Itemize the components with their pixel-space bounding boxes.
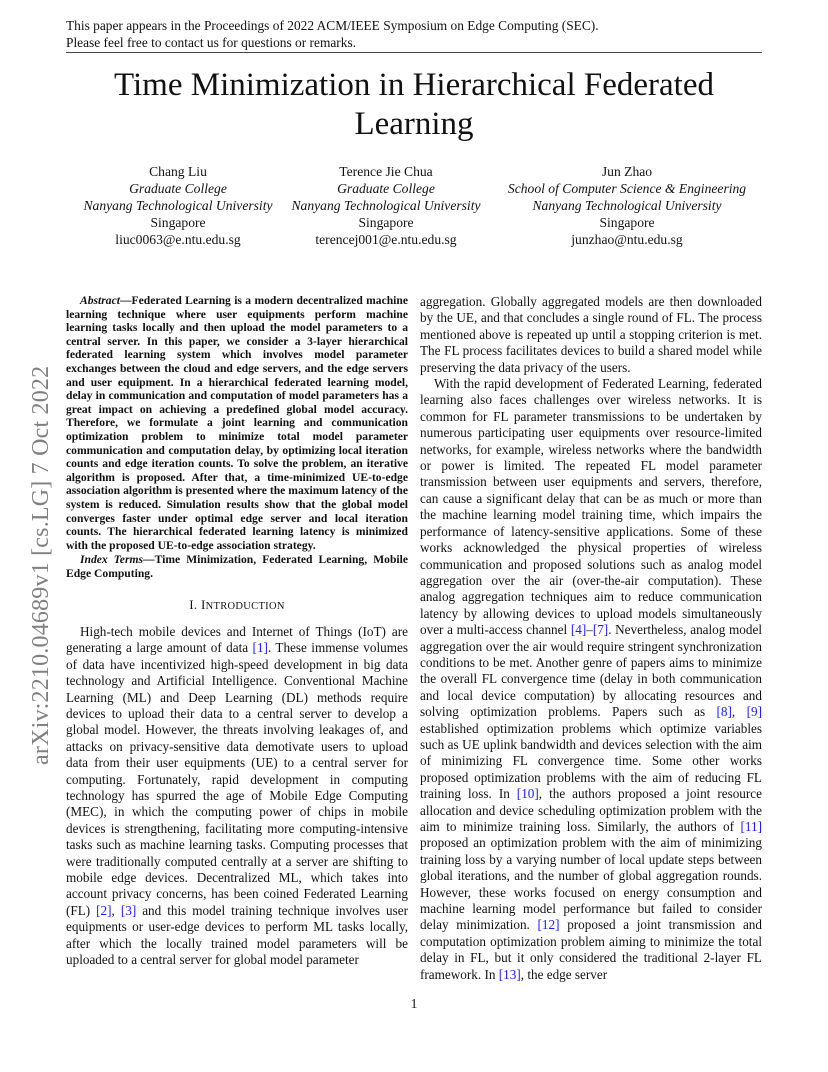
index-terms-text: Time Minimization, Federated Learning, Mobile Edge Computing.	[66, 553, 408, 580]
citation-link[interactable]: [1]	[252, 640, 268, 656]
citation-link[interactable]: [4]	[570, 622, 587, 638]
citation-link[interactable]: [3]	[120, 902, 137, 918]
citation-link[interactable]: [9]	[746, 704, 762, 720]
text-run: –	[586, 622, 593, 638]
index-terms-label: Index Terms	[80, 553, 143, 567]
section-numeral: I.	[189, 597, 201, 613]
citation-link[interactable]: [8]	[716, 704, 732, 720]
page-number: 1	[410, 996, 418, 1011]
text-run: , the authors proposed a joint resource allocation and device scheduling optimization problem with the aim to minimize training loss. Similarly, the authors of	[420, 786, 762, 834]
index-terms-dash: —	[143, 553, 155, 567]
text-run: . These immense volumes of data have incentivized high-speed development in big data technology and Artificial Intelligence. Conventional Machine Learning (ML) and Deep Learning (DL) methods require devices to upload their data to a central server to develop a global model. However, the threats involving leakages of, and attacks on privacy-sensitive data demotivate users to upload data from their user equipments (UE) to a central server for computing. Fortunately, rapid development in computing technology has spurred the age of Mobile Edge Computing (MEC), in which the computing power of chips in mobile devices is strengthening, facilitating more computing-intensive tasks such as machine learning tasks. Computing processes that were traditionally computed centrally at a server are shifting to mobile edge devices. Decentralized ML, which takes into account privacy concerns, has been coined Federated Learning (FL)	[66, 640, 408, 918]
abstract-label: Abstract	[80, 294, 120, 307]
citation-link[interactable]: [11]	[740, 819, 762, 834]
citation-link[interactable]: [2]	[96, 902, 112, 918]
text-run: High-tech mobile devices and Internet of Things (IoT) are generating a large amount of data	[66, 623, 408, 656]
citation-link[interactable]: [13]	[498, 966, 521, 982]
abstract	[66, 294, 408, 552]
proceedings-notice	[66, 17, 762, 51]
author-dept: Graduate College	[337, 181, 435, 196]
header-rule	[66, 52, 762, 53]
author-name: Chang Liu	[149, 164, 207, 179]
citation-link[interactable]: [12]	[537, 917, 560, 933]
text-run: and this model training technique involves user equipments or user-edge devices to perform ML tasks locally, after which the locally trained model parameters will be uploaded to a central server for global model parameter	[66, 902, 409, 967]
text-run: With the rapid development of Federated Learning, federated learning also faces challenges over wireless networks. It is common for FL parameter transmissions to be undertaken by numerous participating user equipments over resource-limited networks, for example, wireless networks where the bandwidth or power is limited. The repeated FL model parameter transmission between user equipments and servers, therefore, can cause a significant delay that can be as much or more than the machine learning model training time, which impairs the performance of latency-sensitive applications. Some of these works acknowledged the physical properties of wireless communication and proposed solutions such as analog model aggregation over the air (over-the-air computation). These analog aggregation techniques aim to reduce communication latency by allowing devices to upload models simultaneously over a multi-access channel	[420, 376, 762, 638]
right-paragraph-1: aggregation. Globally aggregated models are then downloaded by the UE, and that concludes a single round of FL. The process mentioned above is repeated up until a stopping criterion is met. The FL process facilitates devices to build a shared model while preserving the data privacy of the users.	[420, 294, 762, 375]
author-email: junzhao@ntu.edu.sg	[571, 232, 683, 247]
author-country: Singapore	[599, 215, 655, 230]
notice-line-1: This paper appears in the Proceedings of 2022 ACM/IEEE Symposium on Edge Computing (SEC).	[66, 18, 599, 33]
abstract-dash: —	[119, 294, 132, 307]
citation-link[interactable]: [7]	[592, 622, 609, 638]
paper-title: Time Minimization in Hierarchical Federated Learning	[114, 67, 714, 142]
author-dept: School of Computer Science & Engineering	[507, 181, 747, 196]
section-title-rest: NTRODUCTION	[205, 601, 285, 613]
author-org: Nanyang Technological University	[83, 198, 273, 213]
author-block	[66, 163, 762, 253]
author-email: liuc0063@e.ntu.edu.sg	[115, 232, 241, 247]
section-initial: I	[200, 597, 206, 613]
text-run: proposed an optimization problem with the aim of minimizing training loss by a varying number of local update steps between global iterations, and the number of global aggregation rounds. However, these works focused on energy consumption and machine learning model performance but failed to consider delay minimization.	[420, 835, 762, 933]
right-paragraph-2	[420, 376, 762, 983]
author-name: Terence Jie Chua	[339, 164, 433, 179]
citation-link[interactable]: [10]	[516, 786, 539, 802]
author-org: Nanyang Technological University	[291, 198, 481, 213]
author-email: terencej001@e.ntu.edu.sg	[315, 232, 457, 247]
notice-line-2: Please feel free to contact us for questions or remarks.	[66, 35, 357, 50]
author-country: Singapore	[150, 215, 206, 230]
intro-paragraph-1	[66, 624, 408, 969]
text-run: established optimization problems which optimize variables such as UE uplink bandwidth and devices selection with the aim of minimizing FL convergence time. Some other works proposed optimization problems with the aim of reducing FL training loss. In	[420, 720, 762, 802]
abstract-text: Federated Learning is a modern decentralized machine learning technique where user equipments perform machine learning tasks locally and then upload the model parameters to a central server. In this paper, we consider a 3-layer hierarchical federated learning system which involves model parameter exchanges between the cloud and edge servers, and the edge servers and user equipment. In a hierarchical federated learning model, delay in communication and computation of model parameters has a great impact on achieving a predefined global model accuracy. Therefore, we formulate a joint learning and communication optimization problem to minimize total model parameter communication and computation delay, by optimizing local iteration counts and edge iteration counts. To solve the problem, an iterative algorithm is proposed. After that, a time-minimized UE-to-edge association algorithm is presented where the maximum latency of the system is reduced. Simulation results show that the global model converges faster under optimal edge server and local iteration counts. The hierarchical federated learning latency is minimized with the proposed UE-to-edge association strategy.	[66, 294, 408, 552]
author-dept: Graduate College	[129, 181, 227, 196]
arxiv-watermark[interactable]: arXiv:2210.04689v1 [cs.LG] 7 Oct 2022	[28, 365, 54, 765]
author-3	[496, 163, 758, 248]
section-heading-introduction	[66, 597, 408, 615]
right-column	[420, 294, 762, 983]
author-country: Singapore	[358, 215, 414, 230]
author-2	[286, 163, 486, 248]
left-column	[66, 294, 408, 968]
text-run: , the edge server	[520, 966, 608, 982]
text-run: . Nevertheless, analog model aggregation over the air would require stringent synchronization conditions to be met. Another genre of papers aims to minimize the overall FL convergence time (delay in both communication and local device computation) by allocating resources and solving optimization problems. Papers such as	[420, 622, 762, 720]
author-1	[78, 163, 278, 248]
text-run: ,	[731, 704, 747, 720]
index-terms	[66, 553, 408, 580]
text-run: proposed a joint transmission and computation optimization problem aiming to minimize the total delay in FL, but it only considered the traditional 2-layer FL framework. In	[420, 917, 762, 982]
author-name: Jun Zhao	[601, 164, 653, 179]
author-org: Nanyang Technological University	[532, 198, 722, 213]
text-run: ,	[111, 902, 121, 918]
